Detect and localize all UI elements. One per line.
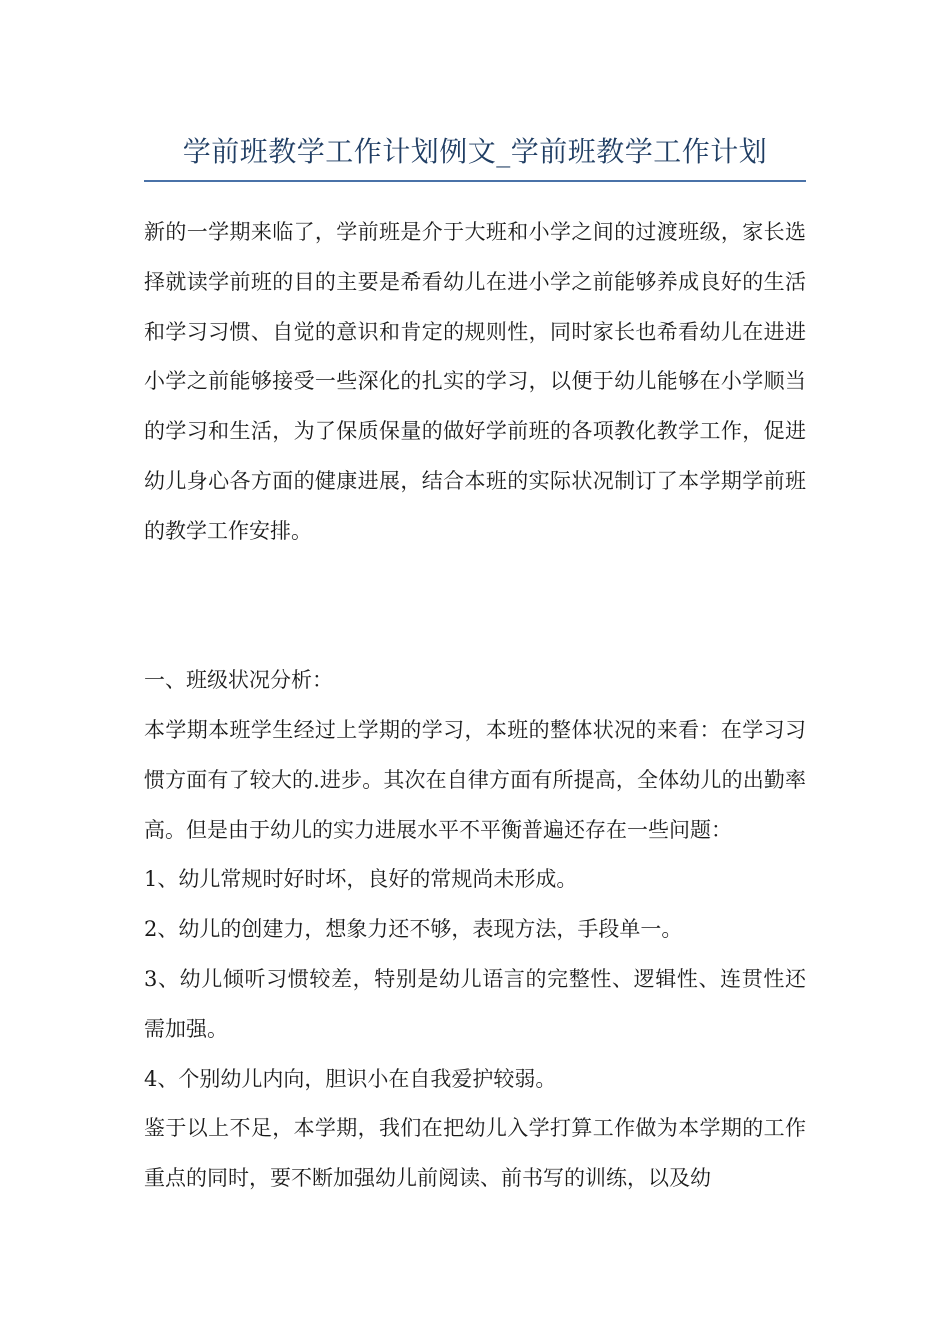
document-title: 学前班教学工作计划例文_学前班教学工作计划 [182, 135, 768, 168]
paragraph-spacer [144, 557, 806, 657]
section-heading: 一、班级状况分析： [144, 668, 333, 693]
title-underline [144, 180, 806, 182]
intro-paragraph: 新的一学期来临了，学前班是介于大班和小学之间的过渡班级，家长选择就读学前班的目的主要是希看幼儿在进小学之前能够养成良好的生活和学习习惯、自觉的意识和肯定的规则性，同时家长也希看幼儿在进进小学之前能够接受一些深化的扎实的学习，以便于幼儿能够在小学顺当的学习和生活，为了保质保量的做好学前班的各项教化教学工作，促进幼儿身心各方面的健康进展，结合本班的实际状况制订了本学期学前班的教学工作安排。 [144, 220, 806, 543]
list-item: 4、个别幼儿内向，胆识小在自我爱护较弱。 [144, 1066, 557, 1091]
list-item: 2、幼儿的创建力，想象力还不够，表现方法，手段单一。 [144, 917, 683, 942]
document-body [144, 208, 806, 1204]
analysis-paragraph: 本学期本班学生经过上学期的学习，本班的整体状况的来看：在学习习惯方面有了较大的.进步。其次在自律方面有所提高，全体幼儿的出勤率高。但是由于幼儿的实力进展水平不平衡普遍还存在一些问题： [144, 717, 806, 842]
list-item: 3、幼儿倾听习惯较差，特别是幼儿语言的完整性、逻辑性、连贯性还需加强。 [144, 966, 806, 1041]
conclusion-paragraph: 鉴于以上不足，本学期，我们在把幼儿入学打算工作做为本学期的工作重点的同时，要不断加强幼儿前阅读、前书写的训练，以及幼 [144, 1116, 806, 1191]
list-item: 1、幼儿常规时好时坏，良好的常规尚未形成。 [144, 867, 578, 892]
